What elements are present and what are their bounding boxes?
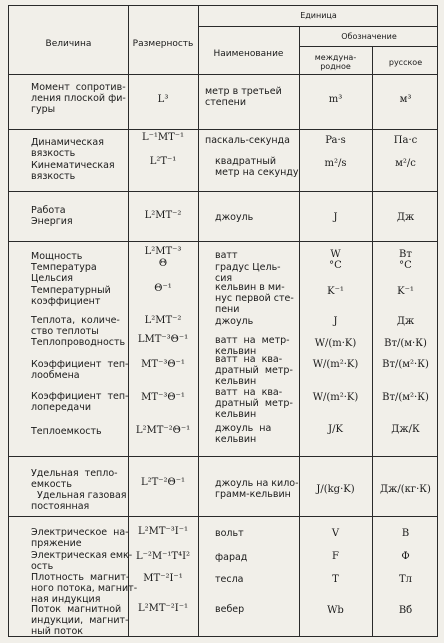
international-symbol: W: [330, 249, 341, 260]
international-symbol: W/(m²·K): [312, 359, 359, 370]
russian-symbol: Вт: [399, 249, 412, 260]
dimension-cell: L²MT⁻²Θ⁻¹: [135, 425, 191, 436]
russian-symbol: Дж: [396, 316, 415, 327]
quantity-cell: Коэффициент теп- лопередачи: [31, 391, 129, 413]
dimension-cell: L²MT⁻²I⁻¹: [137, 603, 189, 614]
header-unit: Единица: [300, 11, 337, 20]
header-international: междуна- родное: [314, 53, 357, 71]
russian-symbol: Вб: [398, 605, 413, 616]
unit-name-cell: ватт на метр- кельвин: [215, 335, 290, 357]
row-divider: [299, 46, 437, 47]
unit-name-cell: тесла: [215, 574, 244, 585]
russian-symbol: м³: [399, 94, 412, 105]
dimension-cell: L²MT⁻²: [144, 315, 182, 326]
international-symbol: Wb: [327, 605, 344, 616]
russian-symbol: °C: [399, 260, 412, 271]
quantity-cell: Теплопроводность: [31, 337, 126, 348]
russian-symbol: В: [401, 528, 410, 539]
international-symbol: F: [332, 551, 339, 562]
dimension-cell: LMT⁻³Θ⁻¹: [137, 334, 189, 345]
quantity-cell: Электрическое на- пряжение: [31, 527, 129, 549]
unit-name-cell: метр в третьей степени: [205, 86, 282, 108]
unit-name-cell: квадратный метр на секунду: [215, 156, 299, 178]
international-symbol: K⁻¹: [327, 286, 344, 297]
dimension-cell: L²T⁻¹: [149, 156, 177, 167]
dimension-cell: L²MT⁻²: [144, 210, 182, 221]
international-symbol: T: [332, 574, 339, 585]
russian-symbol: Вт/(м²·К): [382, 392, 429, 403]
russian-symbol: Дж/К: [391, 424, 420, 435]
international-symbol: J: [333, 212, 338, 223]
row-divider: [9, 129, 437, 130]
unit-name-cell: фарад: [215, 552, 248, 563]
quantity-cell: Момент сопротив- ления плоской фи- гуры: [31, 82, 126, 115]
russian-symbol: Тл: [398, 574, 413, 585]
units-table: [8, 5, 438, 637]
header-quantity: Величина: [45, 39, 92, 49]
dimension-cell: L²MT⁻³I⁻¹: [137, 526, 189, 537]
dimension-cell: MT⁻²I⁻¹: [143, 573, 183, 584]
dimension-cell: L⁻²M⁻¹T⁴I²: [135, 551, 191, 562]
russian-symbol: Па·с: [393, 135, 418, 146]
row-divider: [9, 191, 437, 192]
unit-name-cell: вебер: [215, 604, 245, 615]
row-divider: [9, 516, 437, 517]
dimension-cell: L⁻¹MT⁻¹: [141, 132, 185, 143]
international-symbol: W/(m·K): [314, 338, 357, 349]
quantity-cell: Работа Энергия: [31, 205, 73, 227]
dimension-cell: MT⁻³Θ⁻¹: [141, 392, 185, 403]
unit-name-cell: ватт: [215, 250, 238, 261]
quantity-cell: Кинематическая вязкость: [31, 160, 115, 182]
header-name: Наименование: [213, 49, 284, 59]
unit-name-cell: джоуль: [215, 316, 254, 327]
row-divider: [9, 74, 437, 75]
international-symbol: °C: [329, 260, 342, 271]
quantity-cell: Электрическая емк- ость: [31, 550, 133, 572]
international-symbol: J: [333, 316, 338, 327]
russian-symbol: Дж: [396, 212, 415, 223]
quantity-cell: Теплоемкость: [31, 426, 102, 437]
unit-name-cell: джоуль на кило- грамм-кельвин: [215, 478, 299, 500]
quantity-cell: Температурный коэффициент: [31, 285, 111, 307]
international-symbol: J/(kg·K): [316, 484, 355, 495]
dimension-cell: Θ⁻¹: [154, 283, 172, 294]
unit-name-cell: джоуль: [215, 212, 254, 223]
row-divider: [198, 26, 437, 27]
quantity-cell: Поток магнитной индукции, магнит- ный поток: [31, 604, 129, 637]
unit-name-cell: джоуль на кельвин: [215, 423, 272, 445]
quantity-cell: Теплота, количе- ство теплоты: [31, 315, 120, 337]
row-divider: [9, 456, 437, 457]
international-symbol: m³: [328, 94, 343, 105]
unit-name-cell: ватт на ква- дратный метр- кельвин: [215, 354, 293, 387]
quantity-cell: Коэффициент теп- лообмена: [31, 359, 129, 381]
col-divider: [299, 26, 300, 636]
international-symbol: Pa·s: [325, 135, 346, 146]
international-symbol: m²/s: [324, 158, 347, 169]
international-symbol: W/(m²·K): [312, 392, 359, 403]
dimension-cell: Θ: [158, 258, 168, 269]
quantity-cell: Плотность магнит- ного потока, магнит- ная индукция: [31, 572, 138, 605]
unit-name-cell: ватт на ква- дратный метр- кельвин: [215, 387, 293, 420]
quantity-cell: Динамическая вязкость: [31, 137, 104, 159]
dimension-cell: L²T⁻²Θ⁻¹: [140, 477, 186, 488]
russian-symbol: Вт/(м²·К): [382, 359, 429, 370]
quantity-cell: Температура Цельсия: [31, 262, 97, 284]
unit-name-cell: кельвин в ми- нус первой сте- пени: [215, 282, 294, 315]
col-divider: [198, 6, 199, 636]
header-designation: Обозначение: [341, 32, 397, 41]
international-symbol: V: [331, 528, 340, 539]
russian-symbol: Дж/(кг·К): [380, 484, 431, 495]
quantity-cell: Мощность: [31, 251, 83, 262]
row-divider: [9, 241, 437, 242]
dimension-cell: L²MT⁻³: [144, 246, 182, 257]
unit-name-cell: вольт: [215, 528, 244, 539]
header-dimension: Размерность: [132, 39, 194, 49]
dimension-cell: L³: [157, 94, 169, 105]
russian-symbol: Вт/(м·К): [384, 338, 427, 349]
quantity-cell: Удельная тепло- емкость Удельная газовая постоянная: [31, 468, 127, 512]
dimension-cell: MT⁻³Θ⁻¹: [141, 359, 185, 370]
russian-symbol: м²/с: [395, 158, 416, 169]
russian-symbol: Ф: [401, 551, 410, 562]
russian-symbol: K⁻¹: [397, 286, 414, 297]
unit-name-cell: паскаль-секунда: [205, 135, 290, 146]
international-symbol: J/K: [328, 424, 343, 435]
unit-name-cell: градус Цель- сия: [215, 262, 281, 284]
header-russian: русское: [388, 58, 423, 67]
